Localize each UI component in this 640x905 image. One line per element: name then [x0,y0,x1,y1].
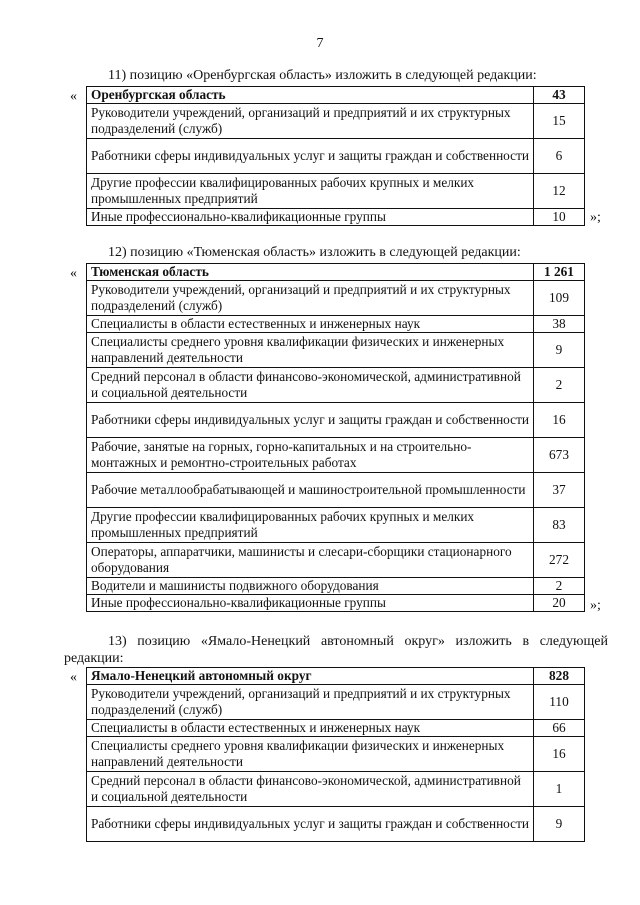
row-label: Средний персонал в области финансово-экономической, административной и социальной деятельности [87,368,534,403]
row-label: Работники сферы индивидуальных услуг и защиты граждан и собственности [87,807,534,842]
row-value: 110 [534,685,585,720]
row-value: 109 [534,281,585,316]
region-total: 828 [534,668,585,685]
table-row [87,508,585,543]
row-value: 15 [534,104,585,139]
open-quote: « [70,266,77,281]
row-value: 37 [534,473,585,508]
table-row [87,104,585,139]
table-row [87,737,585,772]
region-name: Тюменская область [87,264,534,281]
region-table [86,86,585,226]
row-value: 16 [534,737,585,772]
row-value: 1 [534,772,585,807]
row-value: 12 [534,174,585,209]
section-intro: 11) позицию «Оренбургская область» изложить в следующей редакции: [108,68,537,83]
region-name: Оренбургская область [87,87,534,104]
row-label: Специалисты в области естественных и инженерных наук [87,720,534,737]
table-row [87,473,585,508]
row-label: Руководители учреждений, организаций и предприятий и их структурных подразделений (служб) [87,104,534,139]
row-value: 9 [534,807,585,842]
row-label: Специалисты в области естественных и инженерных наук [87,316,534,333]
table-row [87,438,585,473]
row-label: Средний персонал в области финансово-экономической, административной и социальной деятельности [87,772,534,807]
close-quote: »; [590,210,601,225]
row-value: 20 [534,595,585,612]
row-label: Работники сферы индивидуальных услуг и защиты граждан и собственности [87,403,534,438]
table-row [87,316,585,333]
section-intro: 12) позицию «Тюменская область» изложить в следующей редакции: [108,245,521,260]
row-label: Другие профессии квалифицированных рабочих крупных и мелких промышленных предприятий [87,174,534,209]
table-row [87,368,585,403]
open-quote: « [70,670,77,685]
row-label: Работники сферы индивидуальных услуг и защиты граждан и собственности [87,139,534,174]
close-quote: »; [590,598,601,613]
row-value: 2 [534,368,585,403]
row-value: 272 [534,543,585,578]
table-row [87,595,585,612]
section-intro: 13) позицию «Ямало-Ненецкий автономный округ» изложить в следующей [108,634,608,649]
row-label: Рабочие металлообрабатывающей и машиностроительной промышленности [87,473,534,508]
row-label: Рабочие, занятые на горных, горно-капитальных и на строительно-монтажных и ремонтно-строительных работах [87,438,534,473]
row-label: Специалисты среднего уровня квалификации физических и инженерных направлений деятельности [87,737,534,772]
row-value: 2 [534,578,585,595]
open-quote: « [70,89,77,104]
region-name: Ямало-Ненецкий автономный округ [87,668,534,685]
table-row [87,209,585,226]
row-label: Руководители учреждений, организаций и предприятий и их структурных подразделений (служб) [87,685,534,720]
row-label: Специалисты среднего уровня квалификации физических и инженерных направлений деятельности [87,333,534,368]
table-row [87,403,585,438]
table-row [87,685,585,720]
section-intro-continued: редакции: [64,651,124,666]
row-value: 38 [534,316,585,333]
table-row [87,772,585,807]
page-number: 7 [316,36,324,51]
table-row [87,720,585,737]
row-value: 10 [534,209,585,226]
row-label: Водители и машинисты подвижного оборудования [87,578,534,595]
row-value: 66 [534,720,585,737]
row-label: Иные профессионально-квалификационные группы [87,595,534,612]
table-row [87,807,585,842]
table-row [87,139,585,174]
table-row [87,543,585,578]
row-value: 83 [534,508,585,543]
row-value: 6 [534,139,585,174]
region-total: 43 [534,87,585,104]
row-label: Операторы, аппаратчики, машинисты и слесари-сборщики стационарного оборудования [87,543,534,578]
table-row [87,281,585,316]
row-label: Руководители учреждений, организаций и предприятий и их структурных подразделений (служб) [87,281,534,316]
region-total: 1 261 [534,264,585,281]
region-table [86,667,585,842]
region-table [86,263,585,612]
row-value: 9 [534,333,585,368]
row-label: Другие профессии квалифицированных рабочих крупных и мелких промышленных предприятий [87,508,534,543]
table-row [87,333,585,368]
table-row [87,578,585,595]
table-row [87,174,585,209]
row-label: Иные профессионально-квалификационные группы [87,209,534,226]
row-value: 673 [534,438,585,473]
row-value: 16 [534,403,585,438]
